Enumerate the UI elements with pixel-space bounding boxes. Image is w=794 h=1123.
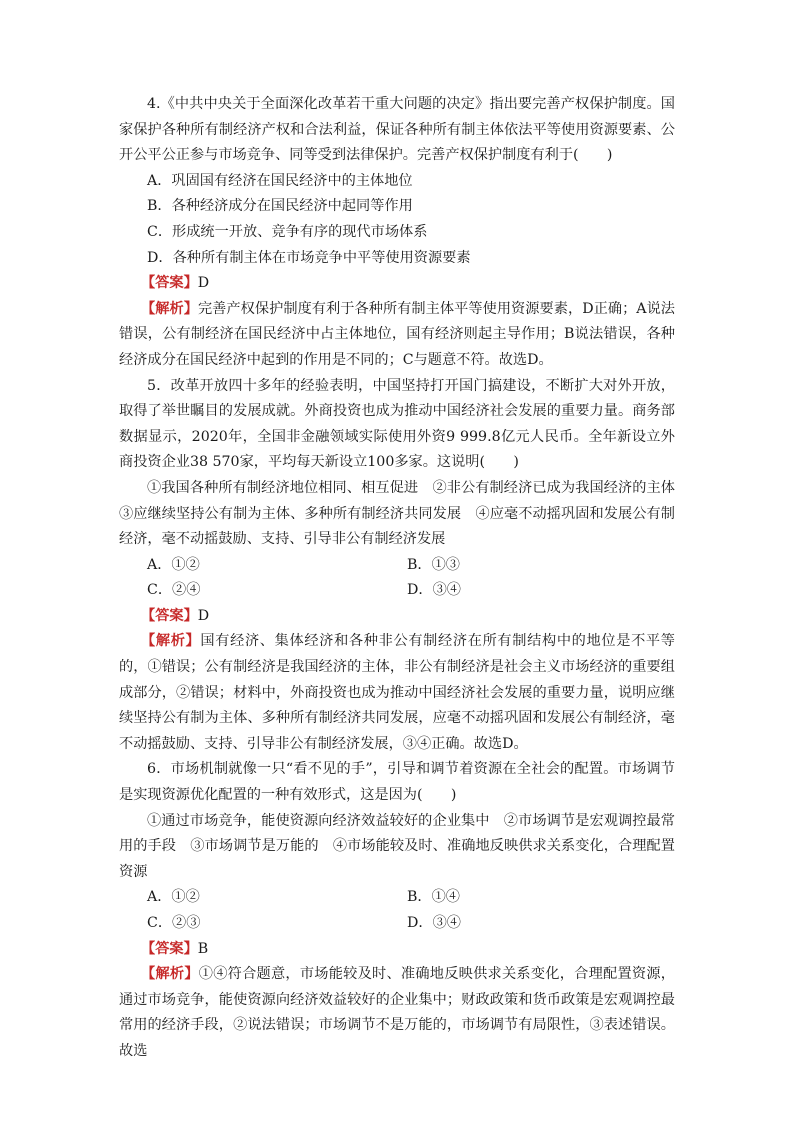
analysis-text: ①④符合题意，市场能较及时、准确地反映供求关系变化，合理配置资源，通过市场竞争，能使资源向经济效益较好的企业集中；财政政策和货币政策是宏观调控最常用的经济手段，②说法错误；市场调节不是万能的，市场调节有局限性，③表述错误。故选 bbox=[119, 966, 675, 1059]
question-5-analysis bbox=[119, 629, 675, 757]
answer-value: D bbox=[197, 275, 210, 292]
question-4-stem: 4.《中共中央关于全面深化改革若干重大问题的决定》指出要完善产权保护制度。国家保护各种所有制经济产权和合法利益，保证各种所有制主体依法平等使用资源要素、公开公平公正参与市场竞争、同等受到法律保护。完善产权保护制度有利于( ) bbox=[119, 96, 675, 164]
answer-label: 【答案】 bbox=[141, 275, 198, 292]
question-6-stem: 6．市场机制就像一只“看不见的手”，引导和调节着资源在全社会的配置。市场调节是实现资源优化配置的一种有效形式，这是因为( ) bbox=[119, 761, 675, 804]
question-6-option-a: A．①② bbox=[147, 889, 200, 906]
question-5-option-d: D．③④ bbox=[407, 582, 461, 599]
question-5-option-a: A．①② bbox=[147, 556, 200, 573]
analysis-text: 国有经济、集体经济和各种非公有制经济在所有制结构中的地位是不平等的，①错误；公有制经济是我国经济的主体，非公有制经济是社会主义市场经济的重要组成部分，②错误；材料中，外商投资也成为推动中国经济社会发展的重要力量，说明应继续坚持公有制为主体、多种所有制经济共同发展，应毫不动摇巩固和发展公有制经济，毫不动摇鼓励、支持、引导非公有制经济发展，③④正确。故选D。 bbox=[119, 633, 675, 752]
analysis-text: 完善产权保护制度有利于各种所有制主体平等使用资源要素，D正确；A说法错误，公有制经济在国民经济中占主体地位，国有经济则起主导作用；B说法错误，各种经济成分在国民经济中起到的作用是不同的；C与题意不符。故选D。 bbox=[119, 300, 675, 368]
question-5-option-b: B．①③ bbox=[407, 556, 460, 573]
question-5-stem: 5．改革开放四十多年的经验表明，中国坚持打开国门搞建设，不断扩大对外开放，取得了举世瞩目的发展成就。外商投资也成为推动中国经济社会发展的重要力量。商务部数据显示，2020年，全国非金融领域实际使用外资9 999.8亿元人民币。全年新设立外商投资企业38 570家，平均每天新设立100多家。这说明( ) bbox=[119, 377, 675, 471]
question-5-options-row-1 bbox=[119, 553, 675, 579]
question-4-option-b: B．各种经济成分在国民经济中起同等作用 bbox=[147, 198, 413, 215]
question-4-option-a: A．巩固国有经济在国民经济中的主体地位 bbox=[147, 172, 413, 189]
analysis-label: 【解析】 bbox=[141, 300, 198, 317]
question-5-option-c: C．②④ bbox=[147, 582, 201, 599]
answer-label: 【答案】 bbox=[141, 607, 198, 624]
question-4-option-c: C．形成统一开放、竞争有序的现代市场体系 bbox=[147, 223, 428, 240]
question-5-options-row-2 bbox=[119, 578, 675, 604]
question-5-statements: ①我国各种所有制经济地位相同、相互促进 ②非公有制经济已成为我国经济的主体 ③应继续坚持公有制为主体、多种所有制经济共同发展 ④应毫不动摇巩固和发展公有制经济，毫不动摇鼓励、支持、引导非公有制经济发展 bbox=[119, 479, 690, 548]
question-4-analysis bbox=[119, 297, 675, 374]
answer-label: 【答案】 bbox=[141, 940, 198, 957]
question-6-analysis bbox=[119, 962, 675, 1064]
question-4-option-d: D．各种所有制主体在市场竞争中平等使用资源要素 bbox=[147, 249, 471, 266]
question-4-answer bbox=[119, 271, 675, 297]
analysis-label: 【解析】 bbox=[141, 633, 201, 650]
question-6-answer bbox=[119, 937, 675, 963]
question-6-option-b: B．①④ bbox=[407, 889, 460, 906]
answer-value: D bbox=[197, 607, 210, 624]
question-6-options-row-2 bbox=[119, 911, 675, 937]
question-5-answer bbox=[119, 604, 675, 630]
answer-value: B bbox=[197, 940, 209, 957]
question-6-options-row-1 bbox=[119, 885, 675, 911]
question-6-option-d: D．③④ bbox=[407, 915, 461, 931]
question-6-option-c: C．②③ bbox=[147, 915, 201, 931]
analysis-label: 【解析】 bbox=[141, 966, 199, 983]
document-content bbox=[119, 92, 690, 1065]
question-6-statements: ①通过市场竞争，能使资源向经济效益较好的企业集中 ②市场调节是宏观调控最常用的手段 ③市场调节是万能的 ④市场能较及时、准确地反映供求关系变化，合理配置资源 bbox=[119, 812, 675, 880]
